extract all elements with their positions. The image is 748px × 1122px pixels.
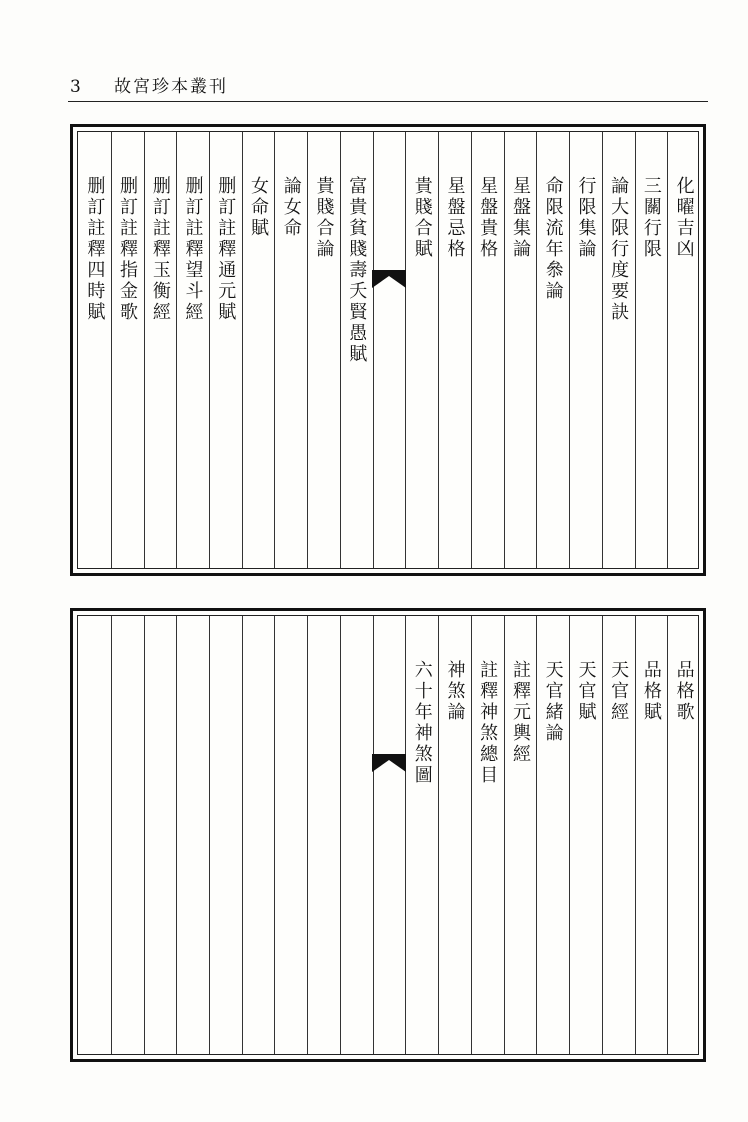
toc-entry: 天官經 [608,660,630,723]
toc-column [307,616,340,1054]
upper-panel-frame [77,131,699,569]
toc-column [438,616,471,1054]
toc-column [602,616,635,1054]
toc-entry: 天官賦 [575,660,597,723]
toc-column [635,132,668,568]
toc-entry: 星盤忌格 [444,176,466,260]
toc-entry: 論大限行度要訣 [608,176,630,323]
toc-entry: 神煞論 [444,660,466,723]
toc-column [405,616,438,1054]
header-rule [68,101,708,102]
toc-column [78,132,111,568]
toc-column [78,616,111,1054]
toc-entry: 删訂註釋望斗經 [182,176,204,323]
toc-entry: 删訂註釋通元賦 [215,176,237,323]
toc-column [111,132,144,568]
toc-entry: 品格賦 [640,660,662,723]
toc-column [602,132,635,568]
toc-entry: 删訂註釋指金歌 [117,176,139,323]
fish-tail-ornament-icon [372,750,406,772]
toc-entry: 註釋神煞總目 [477,660,499,786]
toc-column [144,616,177,1054]
toc-column [176,616,209,1054]
toc-entry: 天官緒論 [542,660,564,744]
toc-column [307,132,340,568]
toc-column [635,616,668,1054]
toc-column [471,132,504,568]
toc-entry: 註釋元輿經 [509,660,531,765]
toc-entry: 品格歌 [673,660,695,723]
toc-column [242,616,275,1054]
toc-entry: 行限集論 [575,176,597,260]
toc-entry: 三關行限 [640,176,662,260]
running-head [70,76,706,100]
toc-column [373,616,406,1054]
toc-entry: 六十年神煞圖 [411,660,433,786]
toc-column [471,616,504,1054]
toc-column [242,132,275,568]
toc-column [536,132,569,568]
toc-column [504,132,537,568]
toc-column [144,132,177,568]
lower-table-of-contents-panel [70,608,706,1062]
page-number: 3 [70,77,81,97]
series-title: 故宮珍本叢刊 [114,77,228,97]
fish-tail-ornament-icon [372,266,406,288]
toc-entry: 删訂註釋四時賦 [84,176,106,323]
toc-entry: 星盤集論 [509,176,531,260]
toc-column [176,132,209,568]
toc-column [667,616,700,1054]
toc-column [569,616,602,1054]
lower-panel-frame [77,615,699,1055]
toc-column [536,616,569,1054]
toc-column [209,616,242,1054]
toc-column [405,132,438,568]
toc-entry: 貴賤合賦 [411,176,433,260]
toc-column [274,616,307,1054]
toc-entry: 女命賦 [248,176,270,239]
upper-table-of-contents-panel [70,124,706,576]
toc-column [274,132,307,568]
toc-entry: 删訂註釋玉衡經 [149,176,171,323]
toc-column [373,132,406,568]
toc-column [209,132,242,568]
toc-entry: 貴賤合論 [313,176,335,260]
toc-column [340,616,373,1054]
toc-column [111,616,144,1054]
toc-column [667,132,700,568]
toc-entry: 論女命 [280,176,302,239]
toc-column [504,616,537,1054]
toc-entry: 命限流年叅論 [542,176,564,302]
toc-entry: 化曜吉凶 [673,176,695,260]
toc-column [569,132,602,568]
toc-column [438,132,471,568]
toc-column [340,132,373,568]
toc-entry: 星盤貴格 [477,176,499,260]
toc-entry: 富貴貧賤壽夭賢愚賦 [346,176,368,365]
